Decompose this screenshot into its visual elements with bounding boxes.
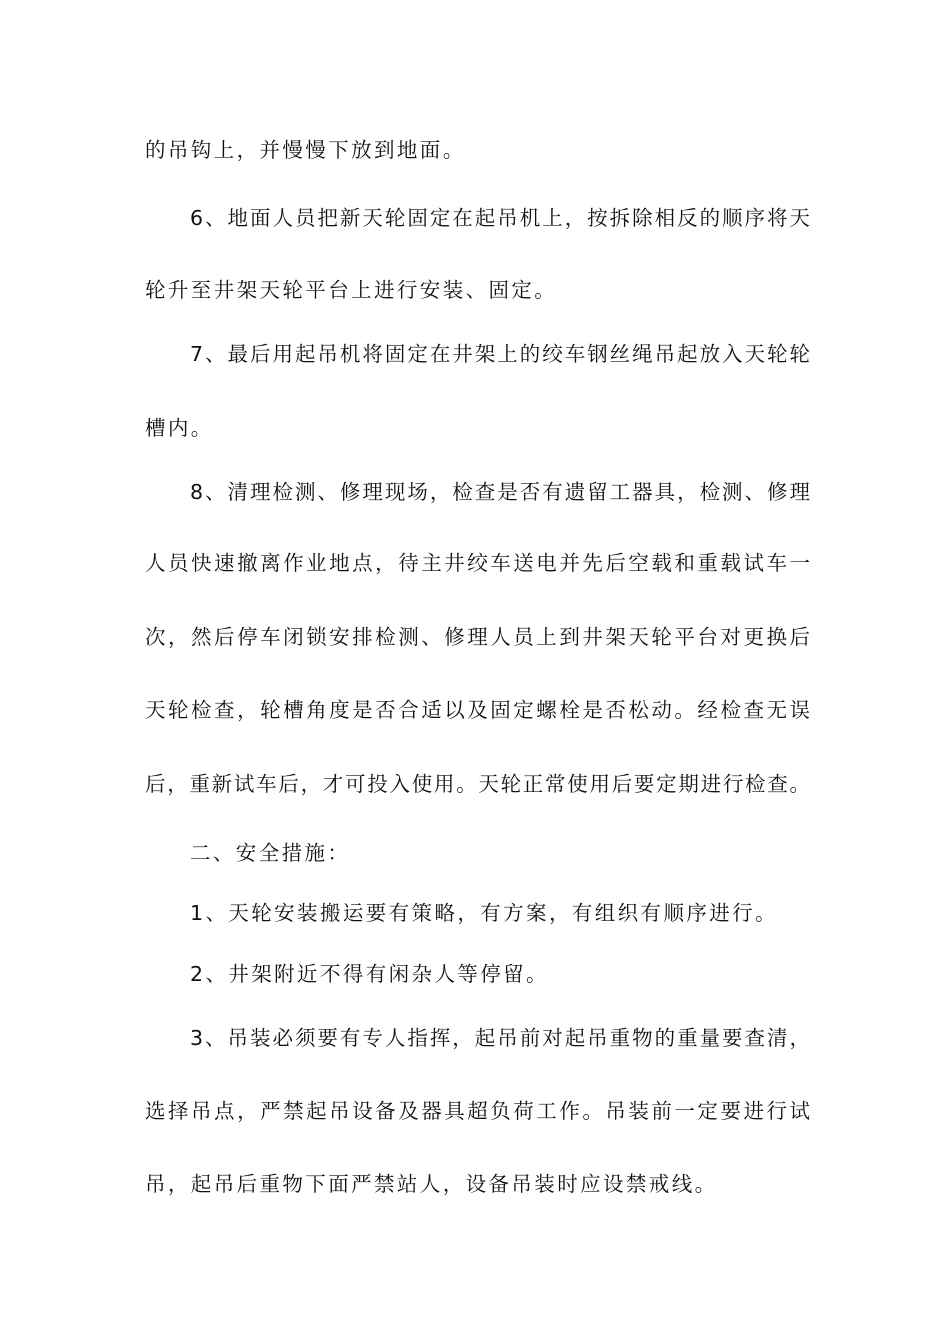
text-line: 后，重新试车后，才可投入使用。天轮正常使用后要定期进行检查。 xyxy=(145,772,810,796)
text-line: 1、天轮安装搬运要有策略，有方案，有组织有顺序进行。 xyxy=(190,901,778,925)
text-line: 3、吊装必须要有专人指挥，起吊前对起吊重物的重量要查清， xyxy=(190,1026,810,1050)
text-line: 吊，起吊后重物下面严禁站人，设备吊装时应设禁戒线。 xyxy=(145,1172,718,1196)
text-line: 天轮检查，轮槽角度是否合适以及固定螺栓是否松动。经检查无误 xyxy=(145,698,810,722)
text-line: 6、地面人员把新天轮固定在起吊机上，按拆除相反的顺序将天 xyxy=(190,206,810,230)
text-line: 人员快速撤离作业地点，待主井绞车送电并先后空载和重载试车一 xyxy=(145,551,810,575)
text-line: 8、清理检测、修理现场，检查是否有遗留工器具，检测、修理 xyxy=(190,480,810,504)
text-line: 7、最后用起吊机将固定在井架上的绞车钢丝绳吊起放入天轮轮 xyxy=(190,342,810,366)
text-line: 轮升至井架天轮平台上进行安装、固定。 xyxy=(145,278,558,302)
section-heading: 二、安全措施： xyxy=(190,841,351,865)
text-line: 选择吊点，严禁起吊设备及器具超负荷工作。吊装前一定要进行试 xyxy=(145,1099,810,1123)
text-line: 的吊钩上，并慢慢下放到地面。 xyxy=(145,138,466,162)
text-line: 次，然后停车闭锁安排检测、修理人员上到井架天轮平台对更换后 xyxy=(145,625,810,649)
text-line: 2、井架附近不得有闲杂人等停留。 xyxy=(190,962,549,986)
text-line: 槽内。 xyxy=(145,416,214,440)
